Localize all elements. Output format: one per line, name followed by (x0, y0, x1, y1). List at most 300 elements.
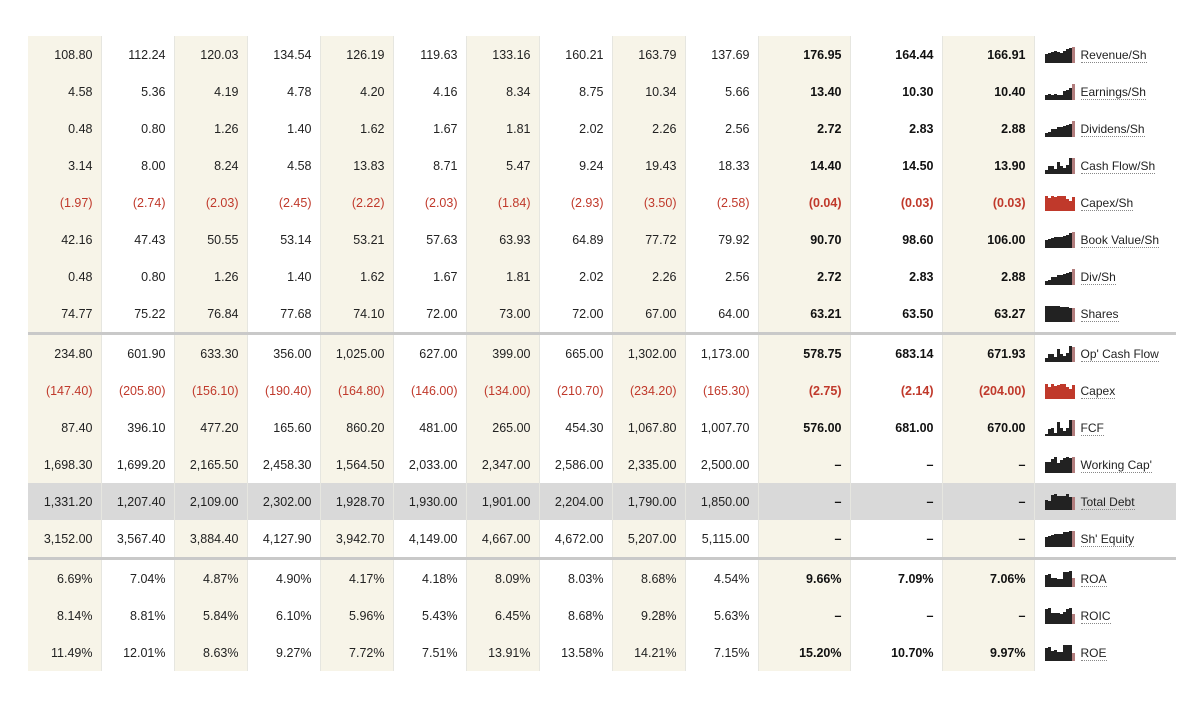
table-cell: 477.20 (174, 409, 247, 446)
table-cell: 7.72% (320, 634, 393, 671)
table-cell: 75.22 (101, 295, 174, 334)
table-cell: (2.22) (320, 184, 393, 221)
table-cell: 2,335.00 (612, 446, 685, 483)
projection-cell: – (942, 483, 1034, 520)
row-label-text: ROE (1080, 645, 1107, 660)
table-cell: 6.45% (466, 597, 539, 634)
table-cell: 133.16 (466, 36, 539, 73)
table-cell: 3,884.40 (174, 520, 247, 559)
row-label[interactable] (1034, 258, 1176, 295)
table-cell: 8.71 (393, 147, 466, 184)
table-cell: 4.54% (685, 559, 758, 598)
table-cell: (2.45) (247, 184, 320, 221)
sparkline-bar (1072, 420, 1075, 435)
projection-cell: 671.93 (942, 334, 1034, 373)
table-cell: 1,007.70 (685, 409, 758, 446)
table-row (28, 73, 1176, 110)
row-label-text: Dividens/Sh (1080, 121, 1145, 136)
table-cell: (2.74) (101, 184, 174, 221)
table-cell: 5.96% (320, 597, 393, 634)
table-cell: 1,901.00 (466, 483, 539, 520)
table-cell: 481.00 (393, 409, 466, 446)
projection-cell: 2.88 (942, 258, 1034, 295)
table-row (28, 334, 1176, 373)
sparkline-bar (1072, 308, 1075, 321)
table-cell: 1,207.40 (101, 483, 174, 520)
row-label-text: Shares (1080, 306, 1119, 321)
table-cell: 8.68% (612, 559, 685, 598)
projection-cell: – (942, 520, 1034, 559)
table-cell: 1,930.00 (393, 483, 466, 520)
table-cell: (2.03) (393, 184, 466, 221)
table-cell: 18.33 (685, 147, 758, 184)
table-cell: 112.24 (101, 36, 174, 73)
table-row (28, 258, 1176, 295)
row-label-text: Revenue/Sh (1080, 47, 1147, 62)
table-cell: 399.00 (466, 334, 539, 373)
financials-table (28, 36, 1176, 671)
table-cell: 14.21% (612, 634, 685, 671)
table-cell: 9.28% (612, 597, 685, 634)
table-cell: 860.20 (320, 409, 393, 446)
table-cell: 665.00 (539, 334, 612, 373)
projection-cell: (0.03) (942, 184, 1034, 221)
table-cell: 47.43 (101, 221, 174, 258)
sparkline-bar (1072, 497, 1075, 510)
projection-cell: 10.70% (850, 634, 942, 671)
table-cell: 2,109.00 (174, 483, 247, 520)
table-cell: 5.43% (393, 597, 466, 634)
projection-cell: 14.40 (758, 147, 850, 184)
projection-cell: 9.97% (942, 634, 1034, 671)
financials-table-container (28, 36, 1172, 671)
sparkline-bar-icon (1045, 232, 1075, 248)
table-cell: 11.49% (28, 634, 101, 671)
table-cell: 601.90 (101, 334, 174, 373)
projection-cell: 106.00 (942, 221, 1034, 258)
table-cell: 76.84 (174, 295, 247, 334)
table-cell: 1.81 (466, 110, 539, 147)
table-cell: 9.24 (539, 147, 612, 184)
table-row (28, 634, 1176, 671)
table-cell: 627.00 (393, 334, 466, 373)
sparkline-bar-icon (1045, 383, 1075, 399)
sparkline-bar (1072, 121, 1075, 137)
sparkline-bar-icon (1045, 645, 1075, 661)
sparkline-bar (1072, 84, 1075, 100)
table-cell: 1.26 (174, 110, 247, 147)
sparkline-bar (1072, 347, 1075, 361)
table-cell: 8.75 (539, 73, 612, 110)
projection-cell: (2.75) (758, 372, 850, 409)
sparkline-bar-icon (1045, 306, 1075, 322)
table-cell: (2.03) (174, 184, 247, 221)
table-cell: 8.34 (466, 73, 539, 110)
table-cell: 8.14% (28, 597, 101, 634)
row-label-text: FCF (1080, 420, 1104, 435)
table-row (28, 446, 1176, 483)
table-cell: 4,667.00 (466, 520, 539, 559)
table-cell: 8.68% (539, 597, 612, 634)
table-cell: 5.84% (174, 597, 247, 634)
table-cell: 163.79 (612, 36, 685, 73)
sparkline-bar (1072, 269, 1075, 285)
row-label-text: Cash Flow/Sh (1080, 158, 1156, 173)
row-label-text: Book Value/Sh (1080, 232, 1159, 247)
projection-cell: 63.50 (850, 295, 942, 334)
projection-cell: – (942, 597, 1034, 634)
table-cell: (205.80) (101, 372, 174, 409)
table-cell: 2,165.50 (174, 446, 247, 483)
table-cell: 13.91% (466, 634, 539, 671)
projection-cell: 2.72 (758, 110, 850, 147)
sparkline-bar-icon (1045, 269, 1075, 285)
row-label[interactable] (1034, 372, 1176, 409)
table-cell: 77.68 (247, 295, 320, 334)
projection-cell: 176.95 (758, 36, 850, 73)
table-cell: (164.80) (320, 372, 393, 409)
projection-cell: 576.00 (758, 409, 850, 446)
table-cell: 633.30 (174, 334, 247, 373)
projection-cell: 10.30 (850, 73, 942, 110)
sparkline-bar-icon (1045, 346, 1075, 362)
table-cell: (165.30) (685, 372, 758, 409)
table-cell: 4.87% (174, 559, 247, 598)
row-label-text: Working Cap' (1080, 457, 1152, 472)
table-cell: 1,067.80 (612, 409, 685, 446)
row-label[interactable] (1034, 409, 1176, 446)
projection-cell: 13.90 (942, 147, 1034, 184)
table-cell: 4.19 (174, 73, 247, 110)
sparkline-bar-icon (1045, 494, 1075, 510)
table-cell: 2,458.30 (247, 446, 320, 483)
table-cell: 7.15% (685, 634, 758, 671)
table-cell: 0.48 (28, 110, 101, 147)
projection-cell: – (850, 446, 942, 483)
table-cell: 1.40 (247, 110, 320, 147)
sparkline-bar-icon (1045, 531, 1075, 547)
table-row (28, 295, 1176, 334)
sparkline-bar (1072, 47, 1075, 63)
table-cell: 8.81% (101, 597, 174, 634)
table-cell: 42.16 (28, 221, 101, 258)
projection-cell: 7.06% (942, 559, 1034, 598)
table-cell: 53.14 (247, 221, 320, 258)
table-cell: (146.00) (393, 372, 466, 409)
table-row (28, 36, 1176, 73)
table-cell: 1,564.50 (320, 446, 393, 483)
row-label[interactable] (1034, 520, 1176, 559)
sparkline-bar-icon (1045, 420, 1075, 436)
table-cell: 4,127.90 (247, 520, 320, 559)
table-cell: 8.63% (174, 634, 247, 671)
projection-cell: 98.60 (850, 221, 942, 258)
table-cell: 5.36 (101, 73, 174, 110)
sparkline-bar (1072, 232, 1075, 248)
table-cell: 73.00 (466, 295, 539, 334)
projection-cell: 10.40 (942, 73, 1034, 110)
table-cell: 1.81 (466, 258, 539, 295)
table-cell: 5.66 (685, 73, 758, 110)
table-cell: 3,152.00 (28, 520, 101, 559)
table-cell: 1,928.70 (320, 483, 393, 520)
table-cell: 119.63 (393, 36, 466, 73)
table-cell: 77.72 (612, 221, 685, 258)
table-cell: 126.19 (320, 36, 393, 73)
row-label-text: Total Debt (1080, 494, 1135, 509)
table-cell: (3.50) (612, 184, 685, 221)
table-cell: 134.54 (247, 36, 320, 73)
table-cell: (210.70) (539, 372, 612, 409)
row-label[interactable] (1034, 295, 1176, 334)
table-cell: (1.84) (466, 184, 539, 221)
table-row (28, 520, 1176, 559)
table-cell: 4.20 (320, 73, 393, 110)
table-cell: 160.21 (539, 36, 612, 73)
sparkline-bar-icon (1045, 121, 1075, 137)
sparkline-bar-icon (1045, 195, 1075, 211)
table-cell: (190.40) (247, 372, 320, 409)
table-cell: 7.04% (101, 559, 174, 598)
table-cell: 3.14 (28, 147, 101, 184)
table-row (28, 110, 1176, 147)
table-cell: (147.40) (28, 372, 101, 409)
table-cell: 57.63 (393, 221, 466, 258)
table-cell: 2.26 (612, 258, 685, 295)
table-cell: 137.69 (685, 36, 758, 73)
table-cell: 165.60 (247, 409, 320, 446)
table-cell: 87.40 (28, 409, 101, 446)
projection-cell: – (850, 597, 942, 634)
table-cell: (156.10) (174, 372, 247, 409)
table-cell: 4.18% (393, 559, 466, 598)
table-cell: 8.03% (539, 559, 612, 598)
table-cell: 120.03 (174, 36, 247, 73)
table-cell: 2.56 (685, 110, 758, 147)
table-cell: 4.16 (393, 73, 466, 110)
table-cell: 2,302.00 (247, 483, 320, 520)
table-cell: 2.02 (539, 110, 612, 147)
projection-cell: 683.14 (850, 334, 942, 373)
projection-cell: (0.04) (758, 184, 850, 221)
row-label[interactable] (1034, 334, 1176, 373)
projection-cell: 2.83 (850, 258, 942, 295)
table-row (28, 147, 1176, 184)
table-cell: 67.00 (612, 295, 685, 334)
table-cell: 9.27% (247, 634, 320, 671)
table-cell: 4.90% (247, 559, 320, 598)
row-label-text: Capex/Sh (1080, 195, 1134, 210)
row-label-text: Div/Sh (1080, 269, 1116, 284)
table-cell: 265.00 (466, 409, 539, 446)
table-cell: 1.62 (320, 110, 393, 147)
projection-cell: 63.27 (942, 295, 1034, 334)
table-cell: 1,331.20 (28, 483, 101, 520)
sparkline-bar (1072, 531, 1075, 547)
table-cell: 2,586.00 (539, 446, 612, 483)
sparkline-bar (1072, 385, 1075, 399)
projection-cell: 13.40 (758, 73, 850, 110)
row-label[interactable] (1034, 147, 1176, 184)
table-cell: 74.77 (28, 295, 101, 334)
table-cell: 6.69% (28, 559, 101, 598)
projection-cell: 164.44 (850, 36, 942, 73)
table-cell: 4,149.00 (393, 520, 466, 559)
row-label[interactable] (1034, 597, 1176, 634)
projection-cell: 90.70 (758, 221, 850, 258)
row-label[interactable] (1034, 184, 1176, 221)
projection-cell: 63.21 (758, 295, 850, 334)
projection-cell: 670.00 (942, 409, 1034, 446)
table-cell: 1,699.20 (101, 446, 174, 483)
table-cell: 3,567.40 (101, 520, 174, 559)
table-cell: 4.78 (247, 73, 320, 110)
table-cell: 5.63% (685, 597, 758, 634)
table-cell: 0.80 (101, 258, 174, 295)
row-label-text: Capex (1080, 383, 1116, 398)
projection-cell: – (850, 483, 942, 520)
table-cell: (2.58) (685, 184, 758, 221)
table-row (28, 559, 1176, 598)
sparkline-bar (1072, 158, 1075, 173)
table-cell: 1,790.00 (612, 483, 685, 520)
table-cell: 4.17% (320, 559, 393, 598)
table-cell: 2.56 (685, 258, 758, 295)
table-cell: 1.62 (320, 258, 393, 295)
sparkline-bar (1072, 578, 1075, 586)
table-cell: 1.67 (393, 110, 466, 147)
projection-cell: 681.00 (850, 409, 942, 446)
table-cell: 4.58 (247, 147, 320, 184)
table-cell: 396.10 (101, 409, 174, 446)
table-row (28, 372, 1176, 409)
projection-cell: 2.83 (850, 110, 942, 147)
table-cell: 1,698.30 (28, 446, 101, 483)
sparkline-bar-icon (1045, 457, 1075, 473)
row-label[interactable] (1034, 634, 1176, 671)
table-cell: 0.80 (101, 110, 174, 147)
table-cell: 8.09% (466, 559, 539, 598)
table-cell: 7.51% (393, 634, 466, 671)
table-cell: 74.10 (320, 295, 393, 334)
table-cell: 63.93 (466, 221, 539, 258)
table-cell: 72.00 (539, 295, 612, 334)
projection-cell: – (758, 446, 850, 483)
table-cell: 13.83 (320, 147, 393, 184)
table-cell: 53.21 (320, 221, 393, 258)
table-cell: 2,033.00 (393, 446, 466, 483)
row-label-text: Sh' Equity (1080, 531, 1135, 546)
table-cell: 79.92 (685, 221, 758, 258)
table-cell: (2.93) (539, 184, 612, 221)
projection-cell: – (942, 446, 1034, 483)
row-label[interactable] (1034, 559, 1176, 598)
row-label-text: Earnings/Sh (1080, 84, 1146, 99)
table-cell: 2.02 (539, 258, 612, 295)
table-cell: 1,173.00 (685, 334, 758, 373)
sparkline-bar (1072, 614, 1075, 624)
projection-cell: – (758, 597, 850, 634)
table-cell: 2.26 (612, 110, 685, 147)
projection-cell: 166.91 (942, 36, 1034, 73)
row-label-text: Op' Cash Flow (1080, 346, 1159, 361)
row-label[interactable] (1034, 446, 1176, 483)
table-cell: 1.67 (393, 258, 466, 295)
table-cell: (134.00) (466, 372, 539, 409)
table-cell: 108.80 (28, 36, 101, 73)
row-label[interactable] (1034, 221, 1176, 258)
row-label-text: ROA (1080, 571, 1107, 586)
table-cell: 19.43 (612, 147, 685, 184)
row-label[interactable] (1034, 36, 1176, 73)
table-cell: 5,207.00 (612, 520, 685, 559)
sparkline-bar-icon (1045, 571, 1075, 587)
projection-cell: – (850, 520, 942, 559)
projection-cell: 578.75 (758, 334, 850, 373)
projection-cell: – (758, 520, 850, 559)
projection-cell: (0.03) (850, 184, 942, 221)
table-cell: 2,500.00 (685, 446, 758, 483)
sparkline-bar (1072, 197, 1075, 211)
sparkline-bar-icon (1045, 158, 1075, 174)
table-cell: 72.00 (393, 295, 466, 334)
table-cell: 5.47 (466, 147, 539, 184)
projection-cell: 2.88 (942, 110, 1034, 147)
table-cell: 454.30 (539, 409, 612, 446)
projection-cell: 9.66% (758, 559, 850, 598)
table-cell: 4.58 (28, 73, 101, 110)
table-cell: 356.00 (247, 334, 320, 373)
row-label-text: ROIC (1080, 608, 1111, 623)
projection-cell: 14.50 (850, 147, 942, 184)
projection-cell: 7.09% (850, 559, 942, 598)
table-cell: 1,302.00 (612, 334, 685, 373)
table-row (28, 409, 1176, 446)
row-label[interactable] (1034, 110, 1176, 147)
projection-cell: 2.72 (758, 258, 850, 295)
sparkline-bar (1072, 457, 1075, 472)
table-row (28, 483, 1176, 520)
table-row (28, 221, 1176, 258)
projection-cell: (2.14) (850, 372, 942, 409)
table-cell: 6.10% (247, 597, 320, 634)
table-cell: (1.97) (28, 184, 101, 221)
table-row (28, 184, 1176, 221)
table-cell: 3,942.70 (320, 520, 393, 559)
sparkline-bar (1072, 653, 1075, 661)
table-cell: 12.01% (101, 634, 174, 671)
table-cell: 2,204.00 (539, 483, 612, 520)
table-cell: 1.26 (174, 258, 247, 295)
row-label[interactable] (1034, 73, 1176, 110)
projection-cell: (204.00) (942, 372, 1034, 409)
sparkline-bar-icon (1045, 47, 1075, 63)
table-cell: 64.89 (539, 221, 612, 258)
table-row (28, 597, 1176, 634)
sparkline-bar-icon (1045, 84, 1075, 100)
table-cell: 4,672.00 (539, 520, 612, 559)
table-cell: 64.00 (685, 295, 758, 334)
table-cell: 1,025.00 (320, 334, 393, 373)
table-cell: 10.34 (612, 73, 685, 110)
table-cell: 2,347.00 (466, 446, 539, 483)
row-label[interactable] (1034, 483, 1176, 520)
table-cell: 50.55 (174, 221, 247, 258)
table-cell: 13.58% (539, 634, 612, 671)
table-cell: 1.40 (247, 258, 320, 295)
table-cell: 5,115.00 (685, 520, 758, 559)
sparkline-bar-icon (1045, 608, 1075, 624)
